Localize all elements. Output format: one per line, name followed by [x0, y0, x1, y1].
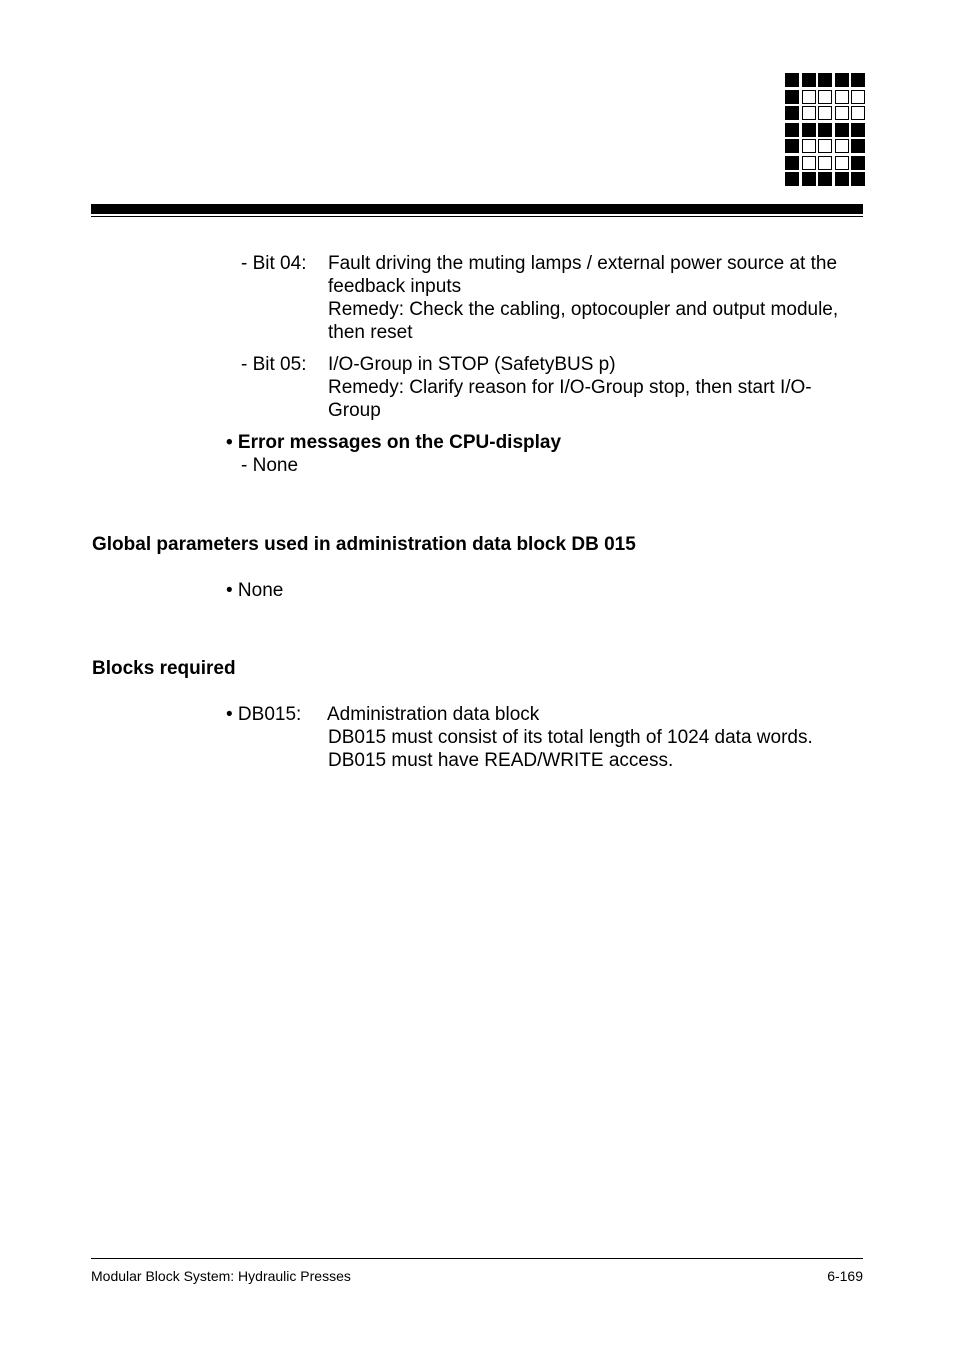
blocks-heading: Blocks required — [92, 658, 236, 679]
global-params-item: • None — [226, 580, 284, 601]
cpu-errors-item: - None — [241, 455, 299, 476]
header-thick-rule — [91, 204, 863, 214]
blocks-label: • DB015: — [226, 704, 302, 725]
bit-04-line-4: then reset — [328, 322, 413, 343]
blocks-line-1: Administration data block — [327, 704, 540, 725]
bit-05-line-3: Group — [328, 400, 381, 421]
cpu-errors-heading: • Error messages on the CPU-display — [226, 432, 562, 453]
blocks-line-2: DB015 must consist of its total length of 1024 data words. — [328, 727, 813, 748]
footer-rule — [91, 1258, 863, 1259]
bit-04-line-1: Fault driving the muting lamps / external power source at the — [328, 253, 838, 274]
page-number: 6-169 — [827, 1268, 863, 1284]
global-params-heading: Global parameters used in administration data block DB 015 — [92, 534, 636, 555]
blocks-line-3: DB015 must have READ/WRITE access. — [328, 750, 674, 771]
footer-title: Modular Block System: Hydraulic Presses — [91, 1268, 351, 1284]
bit-05-label: - Bit 05: — [241, 354, 307, 375]
header-thin-rule — [91, 216, 863, 217]
bit-04-label: - Bit 04: — [241, 253, 307, 274]
bit-04-line-3: Remedy: Check the cabling, optocoupler and output module, — [328, 299, 839, 320]
bit-05-line-1: I/O-Group in STOP (SafetyBUS p) — [328, 354, 616, 375]
bit-05-line-2: Remedy: Clarify reason for I/O-Group stop, then start I/O- — [328, 377, 812, 398]
bit-04-line-2: feedback inputs — [328, 276, 462, 297]
company-logo-icon — [785, 73, 865, 186]
